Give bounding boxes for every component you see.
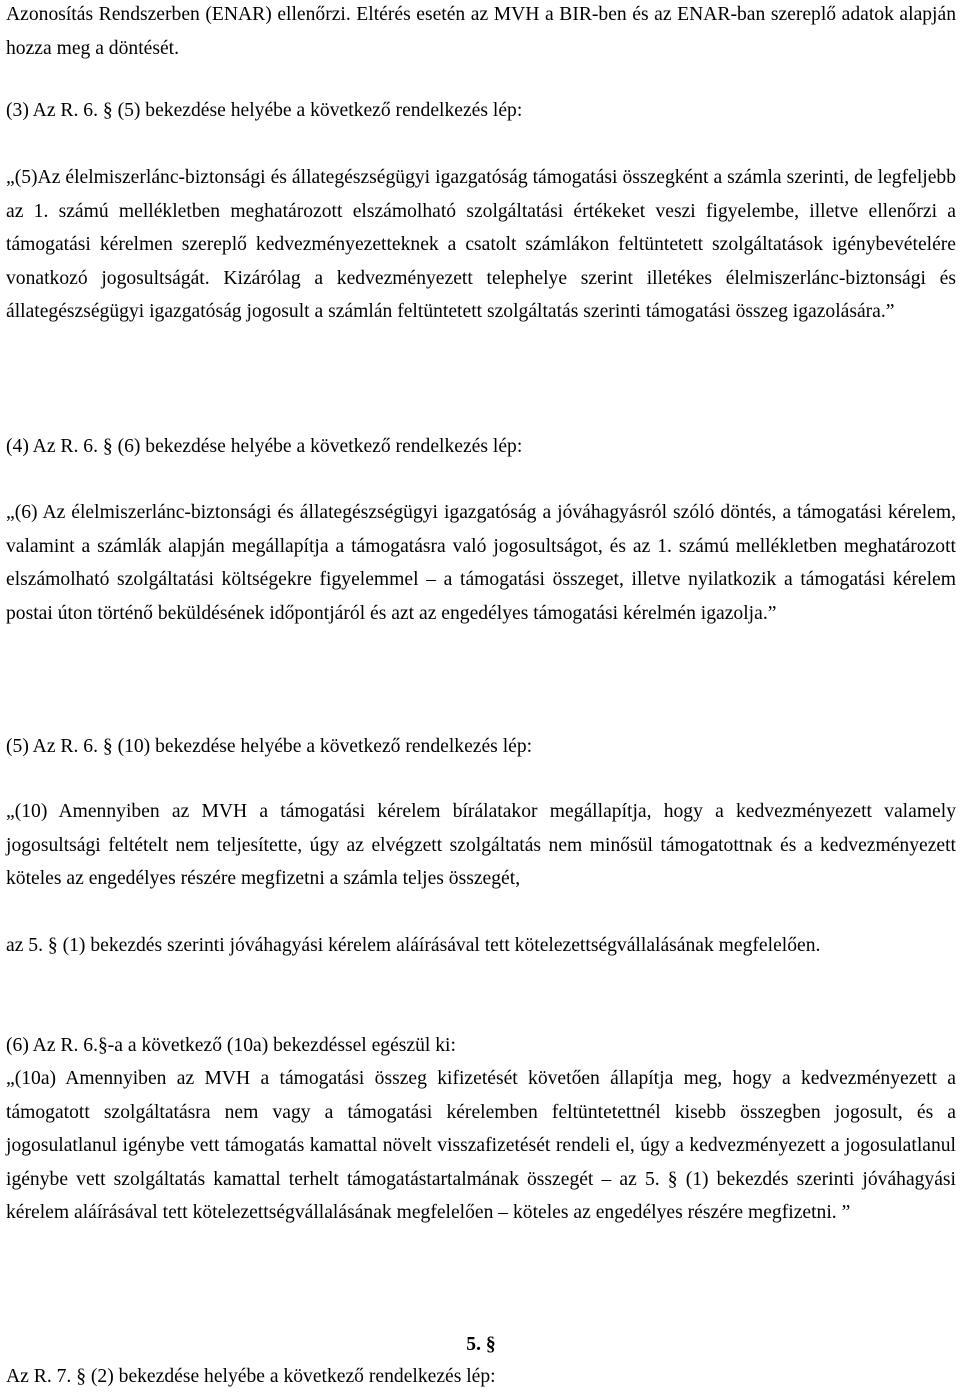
paragraph-enar-check: Azonosítás Rendszerben (ENAR) ellenőrzi. Eltérés esetén az MVH a BIR-ben és az ENAR-ban szereplő adatok alapján hozza meg a döntését.	[6, 4, 956, 59]
paragraph-amendment-3-heading: (3) Az R. 6. § (5) bekezdése helyébe a következő rendelkezés lép:	[6, 100, 523, 121]
paragraph-section-5-text: „(5)Az élelmiszerlánc-biztonsági és állategészségügyi igazgatóság támogatási összegként a számla szerinti, de legfeljebb az 1. számú mellékletben meghatározott elszámolható szolgáltatási értékeket veszi figyelembe, illetve ellenőrzi a támogatási kérelmen szereplő kedvezményezetteknek a csatolt számlákon feltüntetett szolgáltatások igénybevételére vonatkozó jogosultságát. Kizárólag a kedvezményezett telephelye szerint illetékes élelmiszerlánc-biztonsági és állategészségügyi igazgatóság jogosult a számlán feltüntetett szolgáltatás szerinti támogatási összeg igazolására.”	[6, 167, 956, 322]
section-5-heading: 5. §	[466, 1334, 496, 1355]
paragraph-section-10-continuation: az 5. § (1) bekezdés szerinti jóváhagyási kérelem aláírásával tett kötelezettségvállalásának megfelelően.	[6, 935, 821, 956]
paragraph-amendment-6-heading: (6) Az R. 6.§-a a következő (10a) bekezdéssel egészül ki:	[6, 1035, 456, 1056]
paragraph-section-10-text: „(10) Amennyiben az MVH a támogatási kérelem bírálatakor megállapítja, hogy a kedvezményezett valamely jogosultsági feltételt nem teljesítette, úgy az elvégzett szolgáltatás nem minősül támogatottnak és a kedvezményezett köteles az engedélyes részére megfizetni a számla teljes összegét,	[6, 801, 956, 889]
paragraph-amendment-7-heading: Az R. 7. § (2) bekezdése helyébe a következő rendelkezés lép:	[6, 1366, 496, 1387]
paragraph-amendment-4-heading: (4) Az R. 6. § (6) bekezdése helyébe a következő rendelkezés lép:	[6, 436, 523, 457]
paragraph-section-10a-text: „(10a) Amennyiben az MVH a támogatási összeg kifizetését követően állapítja meg, hogy a kedvezményezett a támogatott szolgáltatásra nem vagy a támogatási kérelemben feltüntetettnél kisebb összegben jogosult, és a jogosulatlanul igénybe vett támogatás kamattal növelt visszafizetését rendeli el, úgy a kedvezményezett a jogosulatlanul igénybe vett szolgáltatás kamattal terhelt támogatástartalmának összegét – az 5. § (1) bekezdés szerinti jóváhagyási kérelem aláírásával tett kötelezettségvállalásának megfelelően – köteles az engedélyes részére megfizetni. ”	[6, 1068, 956, 1223]
paragraph-section-6-text: „(6) Az élelmiszerlánc-biztonsági és állategészségügyi igazgatóság a jóváhagyásról szóló döntés, a támogatási kérelem, valamint a számlák alapján megállapítja a támogatásra való jogosultságot, és az 1. számú mellékletben meghatározott elszámolható szolgáltatási költségekre figyelemmel – a támogatási összeget, illetve nyilatkozik a támogatási kérelem postai úton történő beküldésének időpontjáról és azt az engedélyes támogatási kérelmén igazolja.”	[6, 502, 956, 624]
paragraph-amendment-5-heading: (5) Az R. 6. § (10) bekezdése helyébe a következő rendelkezés lép:	[6, 736, 533, 757]
